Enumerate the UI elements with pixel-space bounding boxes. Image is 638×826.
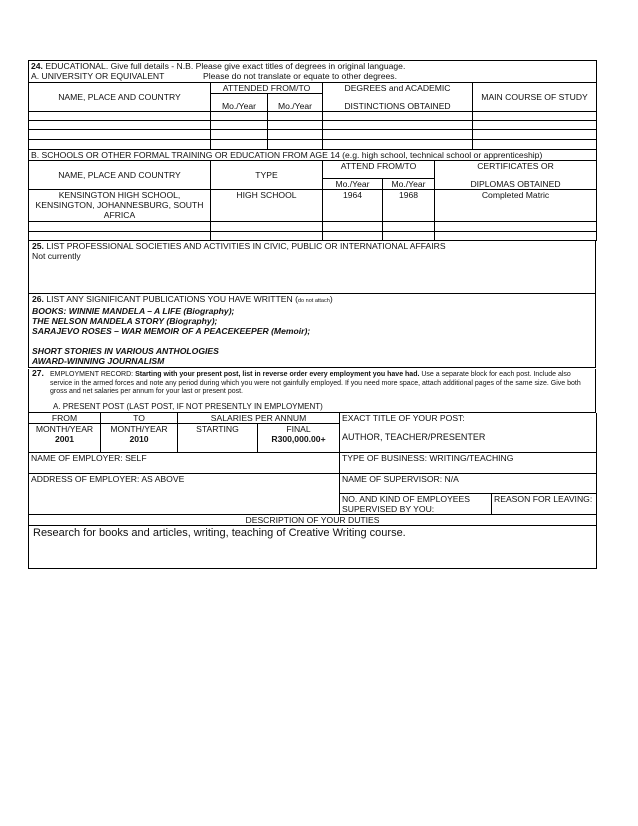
publication-line xyxy=(32,336,592,346)
col-starting: STARTING xyxy=(196,424,239,434)
col-exact-title: EXACT TITLE OF YOUR POST: xyxy=(342,413,465,423)
section-27-number: 27. xyxy=(32,368,44,378)
col-mo-year-from: Mo./Year xyxy=(211,94,268,112)
publication-line: BOOKS: WINNIE MANDELA – A LIFE (Biography); xyxy=(32,306,235,316)
col-degrees-line1: DEGREES and ACADEMIC xyxy=(344,83,451,93)
reason-for-leaving[interactable]: REASON FOR LEAVING: xyxy=(492,494,597,515)
education-schools-table xyxy=(28,150,597,241)
b-col-mo-year-to: Mo./Year xyxy=(383,179,435,190)
school-from[interactable]: 1964 xyxy=(323,190,383,222)
university-row[interactable] xyxy=(29,140,597,150)
b-col-name: NAME, PLACE AND COUNTRY xyxy=(29,161,211,190)
from-cell xyxy=(29,424,101,453)
education-university-table xyxy=(28,60,597,150)
section-27-intro-plain: EMPLOYMENT RECORD: xyxy=(50,371,136,378)
starting-cell xyxy=(178,424,258,453)
section-25-value[interactable]: Not currently xyxy=(32,251,81,261)
col-mo-year-to: Mo./Year xyxy=(268,94,323,112)
publication-line: SHORT STORIES IN VARIOUS ANTHOLOGIES xyxy=(32,346,219,356)
final-value[interactable]: R300,000.00+ xyxy=(271,434,326,444)
b-col-attend: ATTEND FROM/TO xyxy=(323,161,435,179)
from-value[interactable]: 2001 xyxy=(54,434,75,444)
section-26: 26. LIST ANY SIGNIFICANT PUBLICATIONS YOU HAVE WRITTEN (do not attach) BOOKS: WINNIE MANDELA – A LIFE (Biography); THE NELSON MANDELA STORY (Biography); SARAJEVO ROSES – WAR MEMOIR OF A PEACEKEEPER (Memoir); SHORT STORIES IN VARIOUS ANTHOLOGIES AWARD-WINNING JOURNALISM xyxy=(28,294,596,368)
col-degrees xyxy=(323,83,473,112)
col-to: TO xyxy=(101,413,178,424)
publication-line: THE NELSON MANDELA STORY (Biography); xyxy=(32,316,218,326)
university-row[interactable] xyxy=(29,121,597,130)
school-type[interactable]: HIGH SCHOOL xyxy=(211,190,323,222)
sub-a-label: A. UNIVERSITY OR EQUIVALENT xyxy=(31,71,165,81)
employer-name[interactable]: NAME OF EMPLOYER: SELF xyxy=(29,453,340,474)
sub-b-label: B. SCHOOLS OR OTHER FORMAL TRAINING OR EDUCATION FROM AGE 14 (e.g. high school, technical school or apprenticeship) xyxy=(29,150,597,161)
section-27-intro-rest: Use a separate block for each post. Include also service in the armed forces and note any period during which you were not gainfully employed. If you need more space, attach additional pages of the same size. Give both gross and net salaries per annum for your last or present post. xyxy=(50,371,581,396)
final-cell xyxy=(258,424,340,453)
col-from: FROM xyxy=(29,413,101,424)
section-24-header xyxy=(29,61,597,83)
section-25-title: LIST PROFESSIONAL SOCIETIES AND ACTIVITIES IN CIVIC, PUBLIC OR INTERNATIONAL AFFAIRS xyxy=(43,241,446,251)
section-26-number: 26. xyxy=(32,294,44,304)
to-value[interactable]: 2010 xyxy=(129,434,149,444)
section-27-intro-bold: Starting with your present post, list in reverse order every employment you have had. xyxy=(135,371,420,378)
present-post-label: A. PRESENT POST (LAST POST, IF NOT PRESENTLY IN EMPLOYMENT) xyxy=(53,402,323,411)
exact-title-value[interactable]: AUTHOR, TEACHER/PRESENTER xyxy=(342,432,486,442)
school-row[interactable] xyxy=(29,222,597,232)
col-degrees-line2: DISTINCTIONS OBTAINED xyxy=(344,101,451,111)
b-col-type: TYPE xyxy=(211,161,323,190)
university-row[interactable] xyxy=(29,130,597,140)
employer-address[interactable]: ADDRESS OF EMPLOYER: AS ABOVE xyxy=(29,474,340,515)
publication-line: AWARD-WINNING JOURNALISM xyxy=(32,356,165,366)
section-24-number: 24. xyxy=(31,61,43,71)
business-type[interactable]: TYPE OF BUSINESS: WRITING/TEACHING xyxy=(340,453,597,474)
school-name[interactable]: KENSINGTON HIGH SCHOOL, KENSINGTON, JOHANNESBURG, SOUTH AFRICA xyxy=(29,190,211,222)
duties-heading: DESCRIPTION OF YOUR DUTIES xyxy=(29,515,597,526)
employees-supervised[interactable]: NO. AND KIND OF EMPLOYEES SUPERVISED BY YOU: xyxy=(340,494,492,515)
col-monthyear-from: MONTH/YEAR xyxy=(35,424,94,434)
col-final: FINAL xyxy=(286,424,311,434)
school-cert[interactable]: Completed Matric xyxy=(435,190,597,222)
b-col-cert-line2: DIPLOMAS OBTAINED xyxy=(470,179,561,189)
b-col-cert-line1: CERTIFICATES OR xyxy=(477,161,554,171)
section-26-note: do not attach xyxy=(298,298,330,304)
university-row[interactable] xyxy=(29,112,597,121)
duties-value[interactable]: Research for books and articles, writing, teaching of Creative Writing course. xyxy=(29,526,597,569)
b-col-mo-year-from: Mo./Year xyxy=(323,179,383,190)
section-24-title: EDUCATIONAL. Give full details - N.B. Please give exact titles of degrees in original language. xyxy=(42,61,406,71)
b-col-cert xyxy=(435,161,597,190)
sub-a-note: Please do not translate or equate to other degrees. xyxy=(203,71,397,81)
col-salaries: SALARIES PER ANNUM xyxy=(178,413,340,424)
school-row[interactable] xyxy=(29,232,597,241)
section-27-intro xyxy=(28,369,596,413)
to-cell xyxy=(101,424,178,453)
school-to[interactable]: 1968 xyxy=(383,190,435,222)
exact-title-cell xyxy=(340,413,597,453)
employment-table xyxy=(28,413,597,569)
section-26-title: LIST ANY SIGNIFICANT PUBLICATIONS YOU HAVE WRITTEN ( xyxy=(43,294,298,304)
col-main-course: MAIN COURSE OF STUDY xyxy=(473,83,597,112)
school-row[interactable] xyxy=(29,190,597,222)
publication-line: SARAJEVO ROSES – WAR MEMOIR OF A PEACEKEEPER (Memoir); xyxy=(32,326,311,336)
col-monthyear-to: MONTH/YEAR xyxy=(110,424,168,434)
supervisor-name[interactable]: NAME OF SUPERVISOR: N/A xyxy=(340,474,597,494)
col-name-place-country: NAME, PLACE AND COUNTRY xyxy=(29,83,211,112)
application-form xyxy=(28,60,596,569)
col-attended: ATTENDED FROM/TO xyxy=(211,83,323,94)
section-25 xyxy=(28,241,596,294)
section-25-number: 25. xyxy=(32,241,44,251)
